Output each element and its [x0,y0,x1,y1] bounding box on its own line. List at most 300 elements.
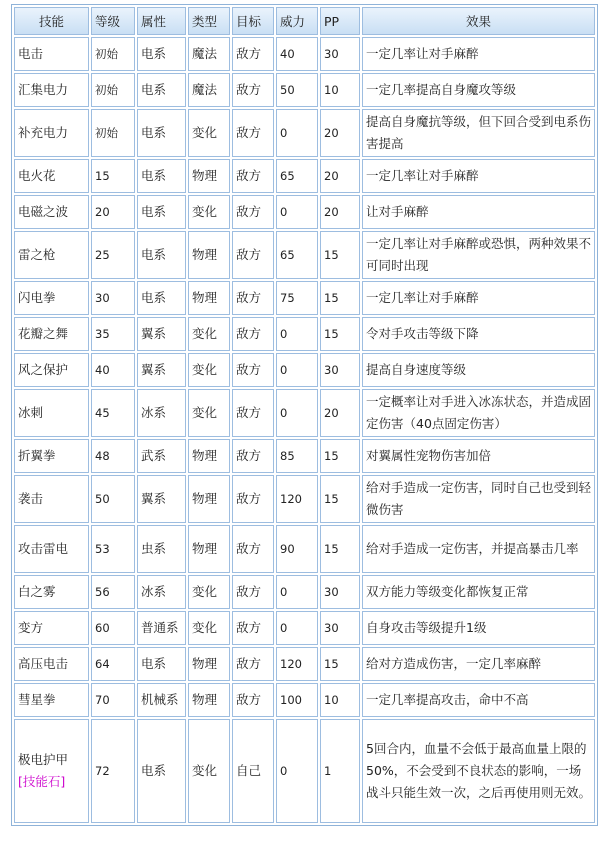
effect-cell [362,683,595,717]
skill-name-cell [14,611,89,645]
attribute-text: 普通系 [141,620,179,635]
attribute-text: 电系 [141,204,167,219]
attribute-cell [137,475,186,523]
attribute-text: 机械系 [141,692,179,707]
type-text: 物理 [192,247,218,262]
skill-name-cell [14,317,89,351]
power-text: 0 [280,327,288,341]
target-text: 敌方 [236,326,262,341]
effect-text: 5回合内，血量不会低于最高血量上限的50%，不会受到不良状态的影响，一场战斗只能生效一次，之后再使用则无效。 [366,741,592,800]
skill-name-cell [14,719,89,823]
effect-cell [362,159,595,193]
skill-name-cell [14,475,89,523]
pp-cell [320,525,360,573]
attribute-cell [137,231,186,279]
level-cell [91,281,135,315]
attribute-text: 电系 [141,82,167,97]
target-text: 敌方 [236,541,262,556]
level-cell [91,525,135,573]
target-text: 敌方 [236,448,262,463]
header-power: 威力 [276,7,318,35]
target-text: 敌方 [236,82,262,97]
effect-cell [362,525,595,573]
attribute-cell [137,281,186,315]
attribute-text: 翼系 [141,362,167,377]
skill-name-cell [14,37,89,71]
level-cell [91,575,135,609]
power-cell [276,525,318,573]
level-text: 60 [95,621,110,635]
target-cell [232,353,274,387]
skill-table [11,4,598,826]
effect-text: 给对手造成一定伤害，并提高暴击几率 [366,541,579,556]
skill-name-cell [14,109,89,157]
power-text: 50 [280,83,295,97]
table-row [14,647,595,681]
target-text: 敌方 [236,247,262,262]
level-text: 70 [95,693,110,707]
power-cell [276,281,318,315]
skill-name-text: 电击 [18,46,44,61]
level-text: 初始 [95,83,118,97]
power-text: 0 [280,585,288,599]
target-cell [232,475,274,523]
table-row [14,37,595,71]
table-header-row [14,7,595,35]
effect-cell [362,195,595,229]
attribute-text: 电系 [141,46,167,61]
pp-text: 20 [324,126,339,140]
header-target: 目标 [232,7,274,35]
attribute-text: 电系 [141,656,167,671]
level-cell [91,159,135,193]
skill-name-cell [14,195,89,229]
type-cell [188,389,230,437]
power-text: 65 [280,169,295,183]
attribute-text: 翼系 [141,326,167,341]
table-row [14,575,595,609]
attribute-cell [137,575,186,609]
table-row [14,73,595,107]
level-cell [91,353,135,387]
header-skill: 技能 [14,7,89,35]
power-text: 0 [280,621,288,635]
pp-text: 15 [324,248,339,262]
pp-cell [320,439,360,473]
level-cell [91,611,135,645]
level-cell [91,37,135,71]
effect-cell [362,719,595,823]
level-text: 72 [95,764,110,778]
pp-cell [320,37,360,71]
level-text: 64 [95,657,110,671]
power-cell [276,195,318,229]
effect-text: 提高自身魔抗等级，但下回合受到电系伤害提高 [366,114,592,151]
pp-cell [320,231,360,279]
attribute-cell [137,647,186,681]
table-row [14,109,595,157]
power-text: 65 [280,248,295,262]
skill-name-text: 袭击 [18,491,44,506]
level-cell [91,231,135,279]
table-row [14,195,595,229]
type-text: 物理 [192,692,218,707]
skill-name-text: 白之雾 [18,584,56,599]
power-cell [276,37,318,71]
power-cell [276,317,318,351]
type-cell [188,195,230,229]
effect-cell [362,37,595,71]
level-text: 25 [95,248,110,262]
power-text: 75 [280,291,295,305]
skill-name-text: 彗星拳 [18,692,56,707]
attribute-cell [137,37,186,71]
level-cell [91,73,135,107]
level-cell [91,195,135,229]
level-text: 50 [95,492,110,506]
pp-text: 20 [324,406,339,420]
attribute-cell [137,159,186,193]
level-text: 48 [95,449,110,463]
target-cell [232,575,274,609]
pp-cell [320,281,360,315]
skill-name-cell [14,683,89,717]
skill-name-text: 冰刺 [18,405,44,420]
attribute-cell [137,109,186,157]
type-text: 变化 [192,204,218,219]
skill-name-cell [14,281,89,315]
type-cell [188,683,230,717]
skill-name-text: 折翼拳 [18,448,56,463]
level-text: 40 [95,363,110,377]
power-cell [276,683,318,717]
type-text: 变化 [192,584,218,599]
effect-text: 一定概率让对手进入冰冻状态，并造成固定伤害（40点固定伤害） [366,394,592,431]
type-cell [188,353,230,387]
power-text: 90 [280,542,295,556]
pp-cell [320,719,360,823]
skill-name-text: 电磁之波 [18,204,69,219]
power-cell [276,439,318,473]
pp-cell [320,389,360,437]
pp-text: 30 [324,363,339,377]
power-cell [276,575,318,609]
type-text: 变化 [192,620,218,635]
effect-text: 双方能力等级变化都恢复正常 [366,584,529,599]
target-text: 敌方 [236,405,262,420]
pp-text: 1 [324,764,332,778]
effect-cell [362,353,595,387]
level-cell [91,389,135,437]
target-text: 自己 [236,763,262,778]
pp-text: 30 [324,47,339,61]
power-text: 120 [280,657,302,671]
skill-name-cell [14,525,89,573]
level-text: 初始 [95,47,118,61]
attribute-text: 电系 [141,247,167,262]
effect-cell [362,231,595,279]
type-text: 物理 [192,656,218,671]
power-text: 100 [280,693,302,707]
target-cell [232,73,274,107]
level-cell [91,719,135,823]
target-cell [232,281,274,315]
skill-name-text: 电火花 [18,168,56,183]
skill-name-text: 风之保护 [18,362,69,377]
effect-text: 给对手造成一定伤害，同时自己也受到轻微伤害 [366,480,592,517]
type-text: 物理 [192,491,218,506]
skill-name-cell [14,73,89,107]
type-text: 魔法 [192,82,218,97]
attribute-text: 冰系 [141,584,167,599]
table-row [14,683,595,717]
power-cell [276,159,318,193]
target-cell [232,719,274,823]
level-text: 30 [95,291,110,305]
pp-text: 15 [324,449,339,463]
skill-name-text: 补充电力 [18,125,69,140]
skill-name-text: 攻击雷电 [18,541,69,556]
attribute-text: 电系 [141,763,167,778]
type-text: 变化 [192,405,218,420]
pp-cell [320,683,360,717]
power-text: 120 [280,492,302,506]
level-text: 20 [95,205,110,219]
pp-text: 30 [324,621,339,635]
pp-cell [320,195,360,229]
attribute-cell [137,353,186,387]
skill-table-wrapper [11,4,598,826]
effect-text: 一定几率让对手麻醉 [366,290,479,305]
pp-text: 15 [324,492,339,506]
target-cell [232,525,274,573]
target-text: 敌方 [236,620,262,635]
power-cell [276,719,318,823]
attribute-cell [137,439,186,473]
type-cell [188,109,230,157]
power-text: 40 [280,47,295,61]
pp-text: 15 [324,657,339,671]
table-row [14,475,595,523]
pp-cell [320,109,360,157]
target-cell [232,109,274,157]
skill-name-cell [14,231,89,279]
table-row [14,317,595,351]
skill-name-cell [14,159,89,193]
skill-name-text: 闪电拳 [18,290,56,305]
attribute-text: 武系 [141,448,167,463]
effect-text: 给对方造成伤害，一定几率麻醉 [366,656,542,671]
effect-cell [362,611,595,645]
pp-text: 15 [324,291,339,305]
target-cell [232,683,274,717]
skill-name-text: 汇集电力 [18,82,69,97]
type-cell [188,525,230,573]
power-text: 0 [280,205,288,219]
attribute-text: 冰系 [141,405,167,420]
target-cell [232,647,274,681]
type-cell [188,575,230,609]
target-cell [232,37,274,71]
target-text: 敌方 [236,656,262,671]
pp-cell [320,647,360,681]
table-row [14,525,595,573]
level-text: 53 [95,542,110,556]
skill-name-cell [14,647,89,681]
power-cell [276,611,318,645]
target-cell [232,231,274,279]
effect-cell [362,281,595,315]
pp-cell [320,353,360,387]
target-text: 敌方 [236,692,262,707]
table-row [14,353,595,387]
type-cell [188,475,230,523]
target-text: 敌方 [236,491,262,506]
power-cell [276,231,318,279]
type-text: 变化 [192,763,218,778]
table-row [14,719,595,823]
target-cell [232,439,274,473]
type-text: 变化 [192,326,218,341]
type-text: 物理 [192,168,218,183]
table-row [14,281,595,315]
type-cell [188,317,230,351]
effect-cell [362,389,595,437]
effect-text: 令对手攻击等级下降 [366,326,479,341]
power-cell [276,389,318,437]
effect-text: 一定几率让对手麻醉 [366,46,479,61]
pp-cell [320,317,360,351]
pp-cell [320,475,360,523]
type-text: 物理 [192,448,218,463]
level-cell [91,109,135,157]
effect-cell [362,575,595,609]
table-row [14,159,595,193]
power-text: 85 [280,449,295,463]
target-text: 敌方 [236,204,262,219]
type-text: 变化 [192,362,218,377]
header-type: 类型 [188,7,230,35]
header-level: 等级 [91,7,135,35]
type-cell [188,611,230,645]
attribute-cell [137,525,186,573]
attribute-cell [137,611,186,645]
level-text: 45 [95,406,110,420]
target-text: 敌方 [236,290,262,305]
level-cell [91,683,135,717]
attribute-cell [137,195,186,229]
pp-text: 20 [324,169,339,183]
target-text: 敌方 [236,46,262,61]
type-text: 魔法 [192,46,218,61]
effect-text: 让对手麻醉 [366,204,429,219]
effect-text: 提高自身速度等级 [366,362,467,377]
pp-text: 10 [324,83,339,97]
skill-name-text: 变方 [18,620,44,635]
type-cell [188,647,230,681]
skill-name-cell [14,353,89,387]
power-cell [276,353,318,387]
effect-text: 一定几率提高攻击，命中不高 [366,692,529,707]
level-cell [91,439,135,473]
type-cell [188,159,230,193]
type-text: 物理 [192,290,218,305]
power-cell [276,73,318,107]
effect-cell [362,109,595,157]
type-cell [188,73,230,107]
level-text: 35 [95,327,110,341]
power-text: 0 [280,363,288,377]
effect-cell [362,439,595,473]
skill-name-cell [14,439,89,473]
attribute-cell [137,317,186,351]
level-text: 15 [95,169,110,183]
attribute-cell [137,683,186,717]
skill-name-cell [14,575,89,609]
attribute-cell [137,73,186,107]
effect-text: 一定几率让对手麻醉 [366,168,479,183]
attribute-text: 电系 [141,125,167,140]
pp-text: 15 [324,327,339,341]
type-cell [188,231,230,279]
target-cell [232,159,274,193]
type-text: 变化 [192,125,218,140]
power-cell [276,109,318,157]
pp-text: 15 [324,542,339,556]
effect-cell [362,73,595,107]
level-cell [91,647,135,681]
pp-text: 20 [324,205,339,219]
target-text: 敌方 [236,362,262,377]
power-text: 0 [280,406,288,420]
table-row [14,611,595,645]
pp-cell [320,159,360,193]
skill-name-cell [14,389,89,437]
type-cell [188,281,230,315]
level-text: 初始 [95,126,118,140]
attribute-cell [137,389,186,437]
skill-name-text: 雷之枪 [18,247,56,262]
header-pp: PP [320,7,360,35]
pp-cell [320,575,360,609]
skill-name-text: 极电护甲 [18,752,69,767]
effect-cell [362,647,595,681]
level-cell [91,475,135,523]
effect-text: 对翼属性宠物伤害加倍 [366,448,492,463]
level-text: 56 [95,585,110,599]
type-cell [188,37,230,71]
attribute-text: 翼系 [141,491,167,506]
attribute-cell [137,719,186,823]
attribute-text: 虫系 [141,541,167,556]
pp-text: 30 [324,585,339,599]
effect-text: 自身攻击等级提升1级 [366,620,487,635]
attribute-text: 电系 [141,168,167,183]
skill-stone-tag[interactable]: [技能石] [18,774,66,789]
header-attribute: 属性 [137,7,186,35]
target-cell [232,195,274,229]
power-text: 0 [280,764,288,778]
table-row [14,231,595,279]
target-text: 敌方 [236,584,262,599]
level-cell [91,317,135,351]
type-cell [188,719,230,823]
type-cell [188,439,230,473]
effect-cell [362,317,595,351]
type-text: 物理 [192,541,218,556]
target-text: 敌方 [236,168,262,183]
table-row [14,389,595,437]
